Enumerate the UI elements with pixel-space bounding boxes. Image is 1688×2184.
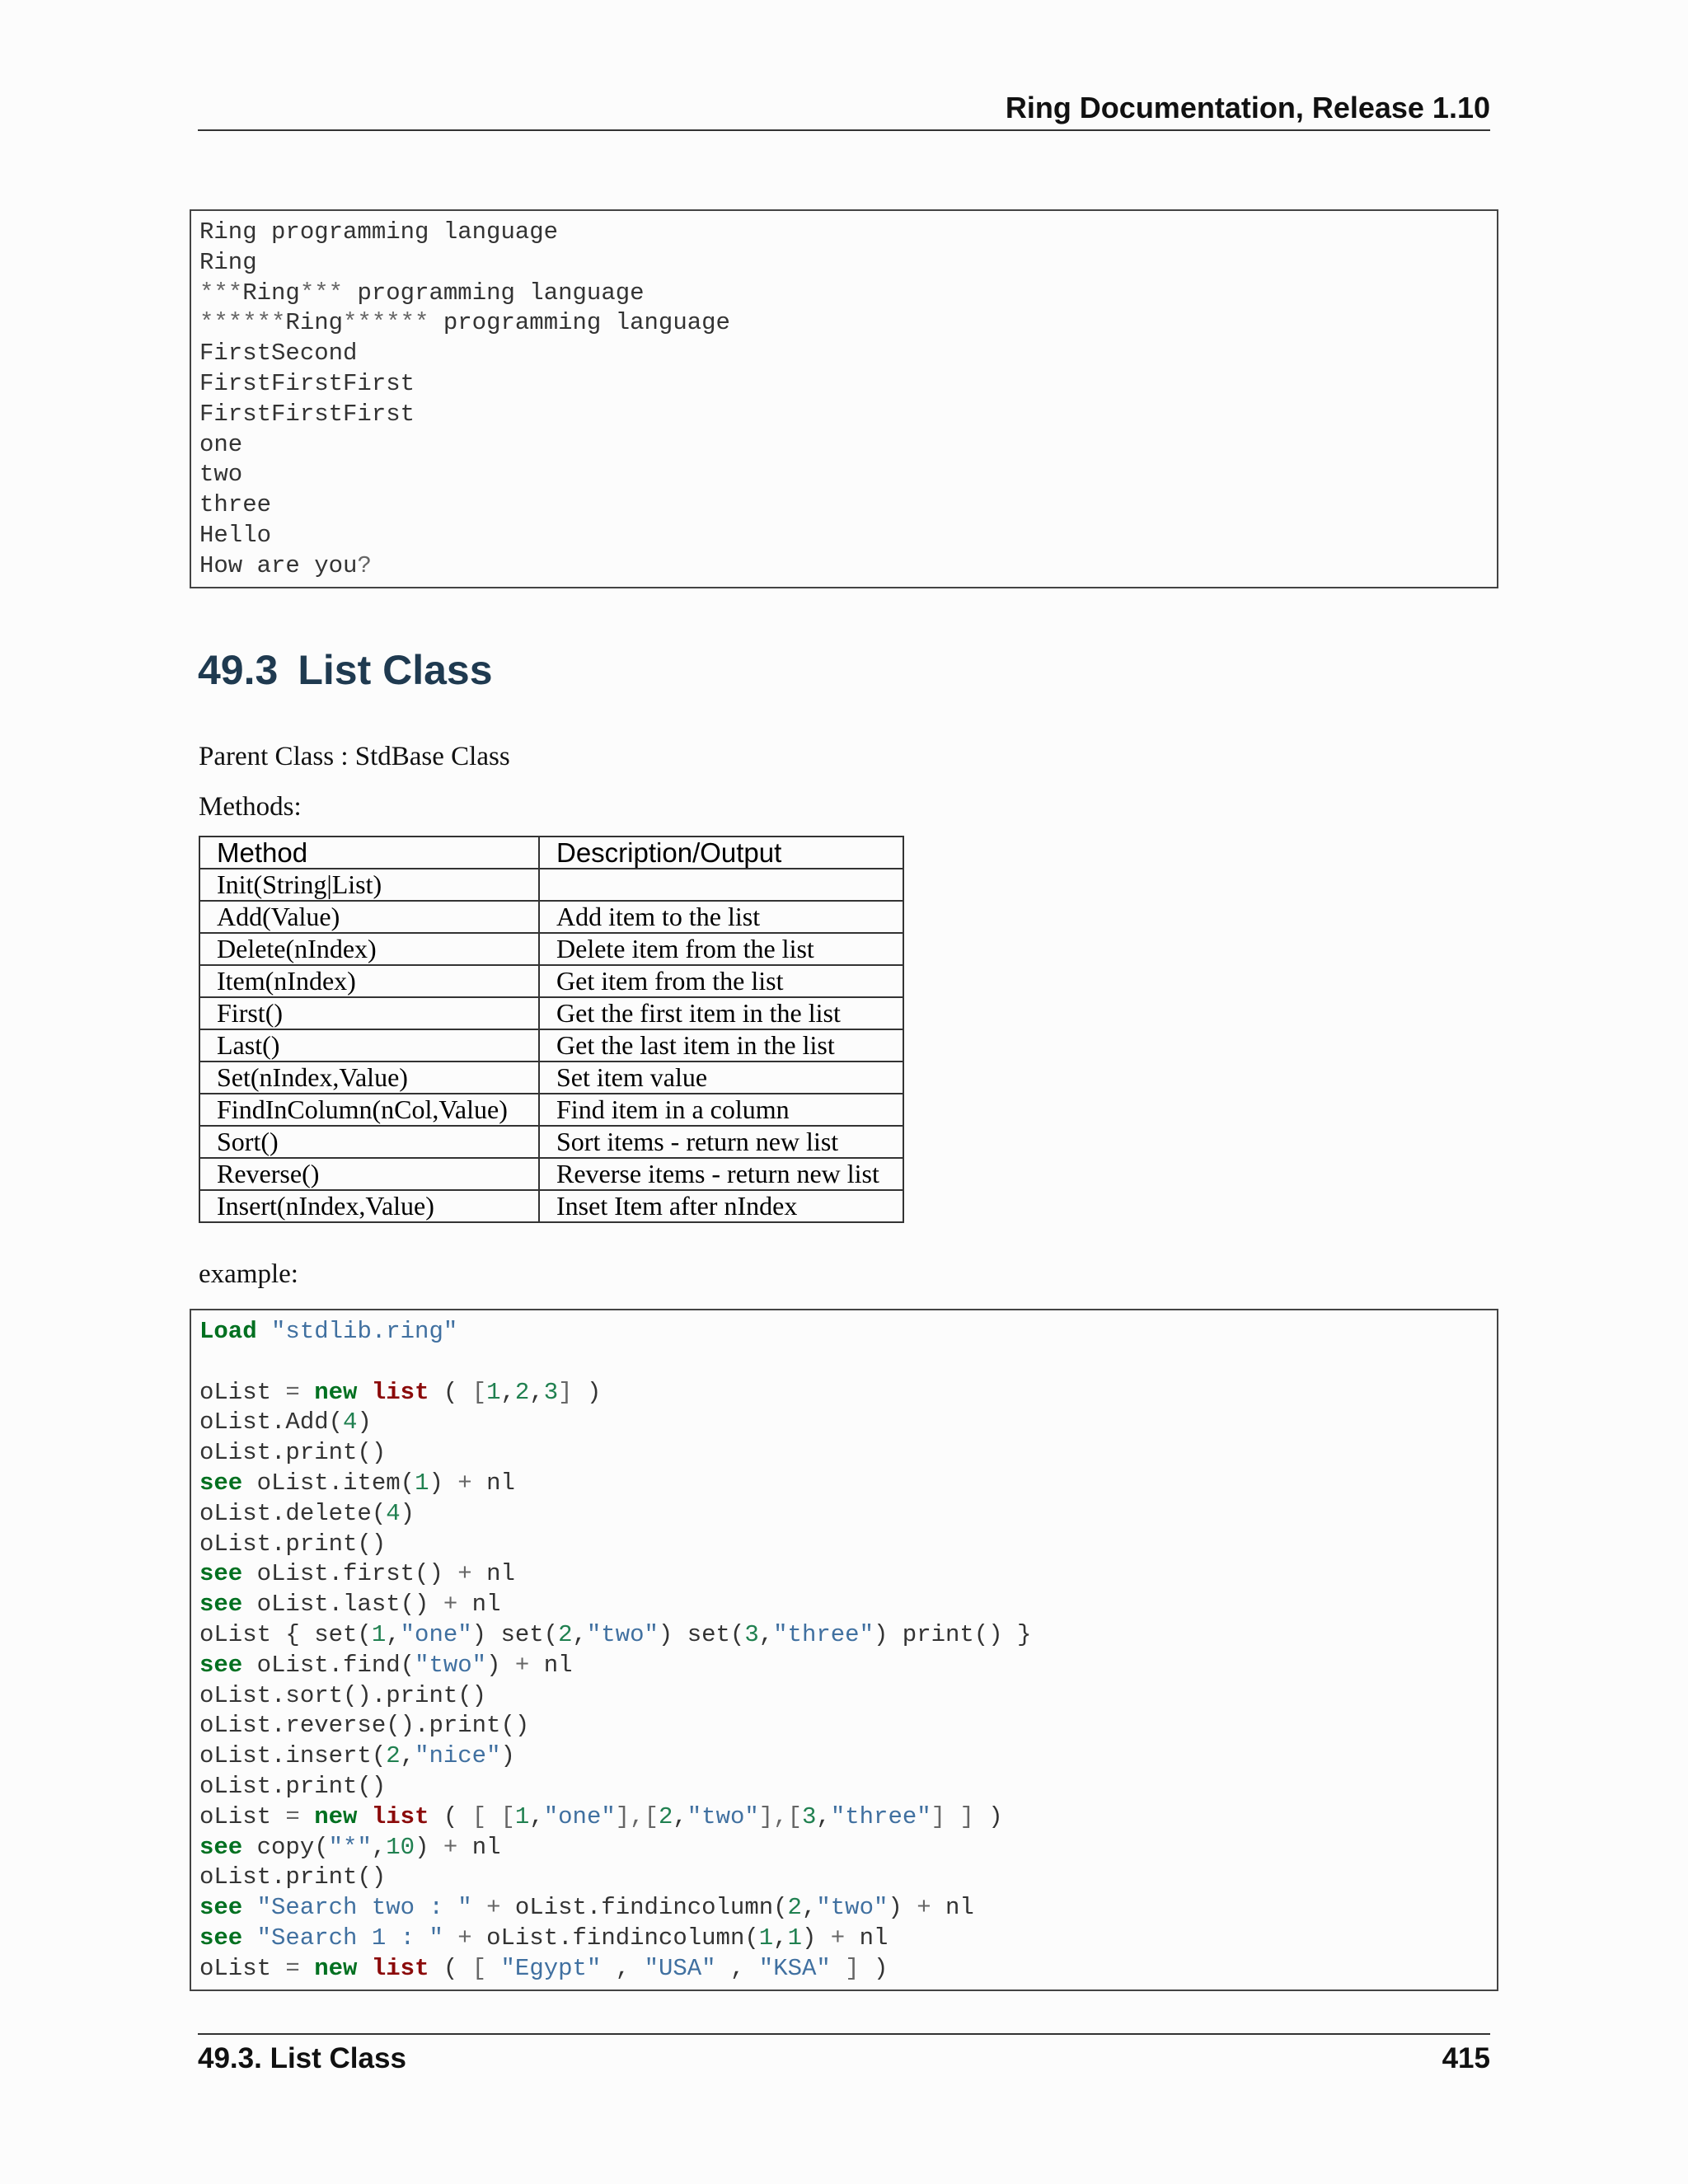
code-token: two xyxy=(199,461,243,489)
code-token: + xyxy=(457,1469,472,1497)
section-title-text: List Class xyxy=(298,647,493,693)
code-token: see xyxy=(199,1924,243,1952)
code-token: "one" xyxy=(400,1620,472,1648)
output-code-block xyxy=(190,209,1498,588)
code-token xyxy=(357,1955,371,1982)
code-token: ( xyxy=(429,1802,472,1830)
method-description-cell xyxy=(539,869,903,901)
code-line xyxy=(199,1438,1489,1469)
method-description-cell: Set item value xyxy=(539,1062,903,1094)
table-row xyxy=(199,997,903,1029)
method-description-cell: Get the first item in the list xyxy=(539,997,903,1029)
code-token: 2 xyxy=(386,1742,401,1770)
code-token: oList.Add( xyxy=(199,1408,344,1436)
code-token: How are you xyxy=(199,551,358,579)
method-signature-cell: Last() xyxy=(199,1029,539,1062)
method-signature-cell: Set(nIndex,Value) xyxy=(199,1062,539,1094)
code-token: ) xyxy=(486,1651,515,1679)
code-token: "nice" xyxy=(415,1742,501,1770)
code-token: ) xyxy=(859,1954,889,1982)
code-line xyxy=(199,248,1489,279)
code-token: [ xyxy=(500,1802,515,1830)
code-token: + xyxy=(443,1833,458,1861)
methods-header-method: Method xyxy=(199,837,539,869)
page-number: 415 xyxy=(1442,2042,1490,2074)
code-line xyxy=(199,1651,1489,1681)
method-signature-cell: FindInColumn(nCol,Value) xyxy=(199,1094,539,1126)
code-token: ) xyxy=(500,1742,515,1770)
page-header-title: Ring Documentation, Release 1.10 xyxy=(1005,91,1490,124)
code-token: , xyxy=(601,1954,645,1982)
code-line xyxy=(199,1590,1489,1620)
code-token: ) xyxy=(973,1802,1003,1830)
code-token: ], xyxy=(758,1802,788,1830)
code-token: programming language xyxy=(343,279,645,307)
code-token: [ xyxy=(471,1802,487,1830)
code-token: "two" xyxy=(586,1620,659,1648)
code-token: ) xyxy=(429,1469,458,1497)
code-token: 2 xyxy=(514,1378,530,1406)
code-token: oList.first() xyxy=(242,1560,458,1588)
code-token: oList xyxy=(199,1802,286,1830)
code-token: , xyxy=(773,1924,788,1952)
table-row xyxy=(199,1029,903,1062)
code-token: oList.print() xyxy=(199,1439,387,1467)
code-token: nl xyxy=(457,1833,501,1861)
code-token: "two" xyxy=(415,1651,487,1679)
code-token: 1 xyxy=(415,1469,429,1497)
section-heading xyxy=(198,646,493,694)
code-token: oList.find( xyxy=(242,1651,415,1679)
code-token: 2 xyxy=(558,1620,573,1648)
code-token: 1 xyxy=(787,1924,802,1952)
code-token: 1 xyxy=(486,1378,501,1406)
code-token: , xyxy=(386,1620,401,1648)
example-code-block xyxy=(190,1309,1498,1991)
method-description-cell: Get the last item in the list xyxy=(539,1029,903,1062)
code-token: oList.reverse().print() xyxy=(199,1712,530,1740)
code-token: oList.insert( xyxy=(199,1742,387,1770)
code-token xyxy=(486,1955,500,1982)
code-token: ) xyxy=(357,1408,372,1436)
code-line xyxy=(199,400,1489,430)
code-token xyxy=(257,1318,271,1345)
code-token: Load xyxy=(199,1318,257,1345)
code-token: one xyxy=(199,430,243,458)
code-token: Ring xyxy=(285,309,344,337)
code-token: [ xyxy=(787,1802,803,1830)
code-token: oList.print() xyxy=(199,1772,387,1800)
code-token xyxy=(242,1924,256,1952)
code-token: = xyxy=(285,1378,300,1406)
method-signature-cell: Reverse() xyxy=(199,1158,539,1190)
method-signature-cell: Delete(nIndex) xyxy=(199,933,539,965)
method-signature-cell: First() xyxy=(199,997,539,1029)
code-token: , xyxy=(758,1620,774,1648)
code-token: , xyxy=(529,1802,544,1830)
method-signature-cell: Insert(nIndex,Value) xyxy=(199,1190,539,1222)
code-token: oList xyxy=(199,1378,286,1406)
code-token: + xyxy=(830,1924,846,1952)
code-token: "Search 1 : " xyxy=(256,1924,443,1952)
code-token: nl xyxy=(529,1651,573,1679)
code-token: + xyxy=(457,1560,472,1588)
code-token: ****** xyxy=(199,309,286,337)
code-token: 1 xyxy=(514,1802,530,1830)
code-token: list xyxy=(371,1378,429,1406)
code-token: ( xyxy=(429,1378,472,1406)
header-divider xyxy=(198,129,1490,131)
method-description-cell: Delete item from the list xyxy=(539,933,903,965)
code-token: oList.findincolumn( xyxy=(471,1924,759,1952)
code-token xyxy=(300,1803,314,1830)
code-token: [ xyxy=(644,1802,659,1830)
code-token: ) xyxy=(801,1924,831,1952)
code-token: ) xyxy=(572,1378,602,1406)
table-row xyxy=(199,1126,903,1158)
code-token: new xyxy=(314,1954,358,1982)
code-line xyxy=(199,339,1489,369)
code-token: FirstSecond xyxy=(199,340,358,368)
code-token: ) set( xyxy=(471,1620,559,1648)
code-token: "three" xyxy=(773,1620,874,1648)
code-token: + xyxy=(486,1894,501,1922)
method-signature-cell: Sort() xyxy=(199,1126,539,1158)
code-line xyxy=(199,1924,1489,1954)
code-token: nl xyxy=(471,1469,515,1497)
code-token: see xyxy=(199,1894,243,1922)
code-token: , xyxy=(801,1894,817,1922)
footer-divider xyxy=(198,2033,1490,2035)
code-line xyxy=(199,1378,1489,1408)
code-token: see xyxy=(199,1560,243,1588)
code-token: see xyxy=(199,1591,243,1619)
code-token: oList.delete( xyxy=(199,1499,387,1527)
code-token: list xyxy=(371,1954,429,1982)
code-token: programming language xyxy=(429,309,730,337)
code-token: nl xyxy=(457,1591,501,1619)
method-description-cell: Inset Item after nIndex xyxy=(539,1190,903,1222)
code-token: ( xyxy=(429,1954,472,1982)
code-token: + xyxy=(917,1894,931,1922)
code-line xyxy=(199,1863,1489,1893)
code-line xyxy=(199,1954,1489,1985)
table-row xyxy=(199,1062,903,1094)
code-token: nl xyxy=(845,1924,889,1952)
code-token: , xyxy=(673,1802,687,1830)
code-token: copy( xyxy=(242,1833,329,1861)
code-token: ] xyxy=(931,1802,946,1830)
code-token: see xyxy=(199,1651,243,1679)
code-line xyxy=(199,1469,1489,1499)
code-token: ] xyxy=(558,1378,573,1406)
code-line xyxy=(199,551,1489,582)
method-description-cell: Add item to the list xyxy=(539,901,903,933)
code-token: 4 xyxy=(386,1499,401,1527)
code-token: new xyxy=(314,1802,358,1830)
methods-label: Methods: xyxy=(199,792,302,822)
code-line xyxy=(199,1741,1489,1772)
code-token: , xyxy=(572,1620,587,1648)
code-token: "three" xyxy=(830,1802,931,1830)
code-token: = xyxy=(285,1954,300,1982)
method-signature-cell: Init(String|List) xyxy=(199,869,539,901)
code-token xyxy=(831,1955,845,1982)
code-line xyxy=(199,460,1489,490)
code-line xyxy=(199,490,1489,521)
code-token: 3 xyxy=(543,1378,559,1406)
code-token: "two" xyxy=(816,1894,889,1922)
code-line xyxy=(199,1772,1489,1802)
code-token: Hello xyxy=(199,521,272,549)
code-token xyxy=(472,1894,486,1921)
code-token: FirstFirstFirst xyxy=(199,400,415,428)
code-token: nl xyxy=(471,1560,515,1588)
code-line xyxy=(199,1620,1489,1651)
table-row xyxy=(199,901,903,933)
code-token: *** xyxy=(299,279,344,307)
code-token: Ring xyxy=(242,279,300,307)
code-line xyxy=(199,1317,1489,1347)
code-token: 3 xyxy=(744,1620,759,1648)
code-token: ) xyxy=(888,1894,917,1922)
code-line xyxy=(199,1802,1489,1833)
code-token: [ xyxy=(471,1954,487,1982)
code-line xyxy=(199,279,1489,309)
table-row xyxy=(199,965,903,997)
code-token: + xyxy=(443,1591,458,1619)
code-line xyxy=(199,308,1489,339)
code-token: new xyxy=(314,1378,358,1406)
code-token: , xyxy=(400,1742,415,1770)
methods-table xyxy=(199,836,904,1223)
code-token: ) xyxy=(400,1499,415,1527)
code-line xyxy=(199,430,1489,461)
code-token: *** xyxy=(199,279,243,307)
example-label: example: xyxy=(199,1259,298,1289)
code-token: , xyxy=(715,1954,759,1982)
code-token: oList.item( xyxy=(242,1469,415,1497)
method-description-cell: Get item from the list xyxy=(539,965,903,997)
code-line xyxy=(199,1833,1489,1863)
code-token: three xyxy=(199,491,272,519)
code-line xyxy=(199,1408,1489,1438)
code-token: 4 xyxy=(343,1408,358,1436)
code-token xyxy=(486,1803,500,1830)
code-token: "Egypt" xyxy=(500,1954,602,1982)
code-token: oList { set( xyxy=(199,1620,372,1648)
code-token: + xyxy=(457,1924,472,1952)
code-token: "one" xyxy=(543,1802,616,1830)
code-token: FirstFirstFirst xyxy=(199,369,415,397)
code-token: ] xyxy=(959,1802,974,1830)
code-line xyxy=(199,521,1489,551)
code-token: oList.last() xyxy=(242,1591,443,1619)
code-token: 3 xyxy=(802,1802,817,1830)
methods-table-header-row xyxy=(199,837,903,869)
table-row xyxy=(199,1190,903,1222)
code-token: oList.print() xyxy=(199,1863,387,1891)
method-signature-cell: Item(nIndex) xyxy=(199,965,539,997)
code-token: Ring programming language xyxy=(199,218,559,246)
code-token: list xyxy=(371,1802,429,1830)
code-token: 1 xyxy=(371,1620,387,1648)
code-token: "USA" xyxy=(644,1954,716,1982)
code-token: , xyxy=(500,1378,515,1406)
code-token: nl xyxy=(931,1894,974,1922)
code-token xyxy=(443,1924,457,1952)
parent-class-text: Parent Class : StdBase Class xyxy=(199,742,510,771)
code-token: 1 xyxy=(758,1924,774,1952)
code-token: ) xyxy=(415,1833,443,1861)
code-token: oList.print() xyxy=(199,1530,387,1558)
code-token: "KSA" xyxy=(758,1954,831,1982)
method-signature-cell: Add(Value) xyxy=(199,901,539,933)
table-row xyxy=(199,869,903,901)
code-token: oList.sort().print() xyxy=(199,1681,487,1709)
code-token: "two" xyxy=(687,1802,759,1830)
footer-section-label: 49.3. List Class xyxy=(198,2042,406,2074)
method-description-cell: Reverse items - return new list xyxy=(539,1158,903,1190)
code-token: oList.findincolumn( xyxy=(500,1894,788,1922)
methods-header-description: Description/Output xyxy=(539,837,903,869)
table-row xyxy=(199,1158,903,1190)
code-token: + xyxy=(514,1651,530,1679)
code-token: , xyxy=(816,1802,831,1830)
code-token: oList xyxy=(199,1954,286,1982)
code-token: 2 xyxy=(787,1894,802,1922)
code-token: , xyxy=(371,1833,387,1861)
code-token: "Search two : " xyxy=(256,1894,472,1922)
code-token: [ xyxy=(471,1378,487,1406)
code-line xyxy=(199,1681,1489,1712)
code-token: "stdlib.ring" xyxy=(271,1318,458,1345)
code-token: 10 xyxy=(386,1833,415,1861)
code-token: ? xyxy=(357,551,372,579)
code-token xyxy=(300,1379,314,1406)
table-row xyxy=(199,1094,903,1126)
code-line xyxy=(199,369,1489,400)
methods-table-body xyxy=(199,869,903,1222)
code-line xyxy=(199,1893,1489,1924)
code-token: = xyxy=(285,1802,300,1830)
code-token: , xyxy=(529,1378,544,1406)
code-token: ) set( xyxy=(658,1620,745,1648)
code-token xyxy=(300,1955,314,1982)
code-token: ], xyxy=(615,1802,645,1830)
code-token: ****** xyxy=(343,309,429,337)
code-token: ) print() } xyxy=(873,1620,1032,1648)
code-line xyxy=(199,218,1489,248)
code-token xyxy=(945,1803,959,1830)
code-token xyxy=(242,1894,256,1921)
section-number: 49.3 xyxy=(198,647,279,693)
table-row xyxy=(199,933,903,965)
code-line xyxy=(199,1530,1489,1560)
code-line xyxy=(199,1559,1489,1590)
code-token xyxy=(357,1803,371,1830)
code-token xyxy=(357,1379,371,1406)
code-line xyxy=(199,1499,1489,1530)
code-token: 2 xyxy=(658,1802,673,1830)
code-token: see xyxy=(199,1469,243,1497)
code-token: "*" xyxy=(328,1833,372,1861)
code-token: see xyxy=(199,1833,243,1861)
code-line xyxy=(199,1711,1489,1741)
code-line xyxy=(199,1347,1489,1378)
method-description-cell: Sort items - return new list xyxy=(539,1126,903,1158)
code-token: ] xyxy=(845,1954,860,1982)
method-description-cell: Find item in a column xyxy=(539,1094,903,1126)
code-token: Ring xyxy=(199,248,257,276)
